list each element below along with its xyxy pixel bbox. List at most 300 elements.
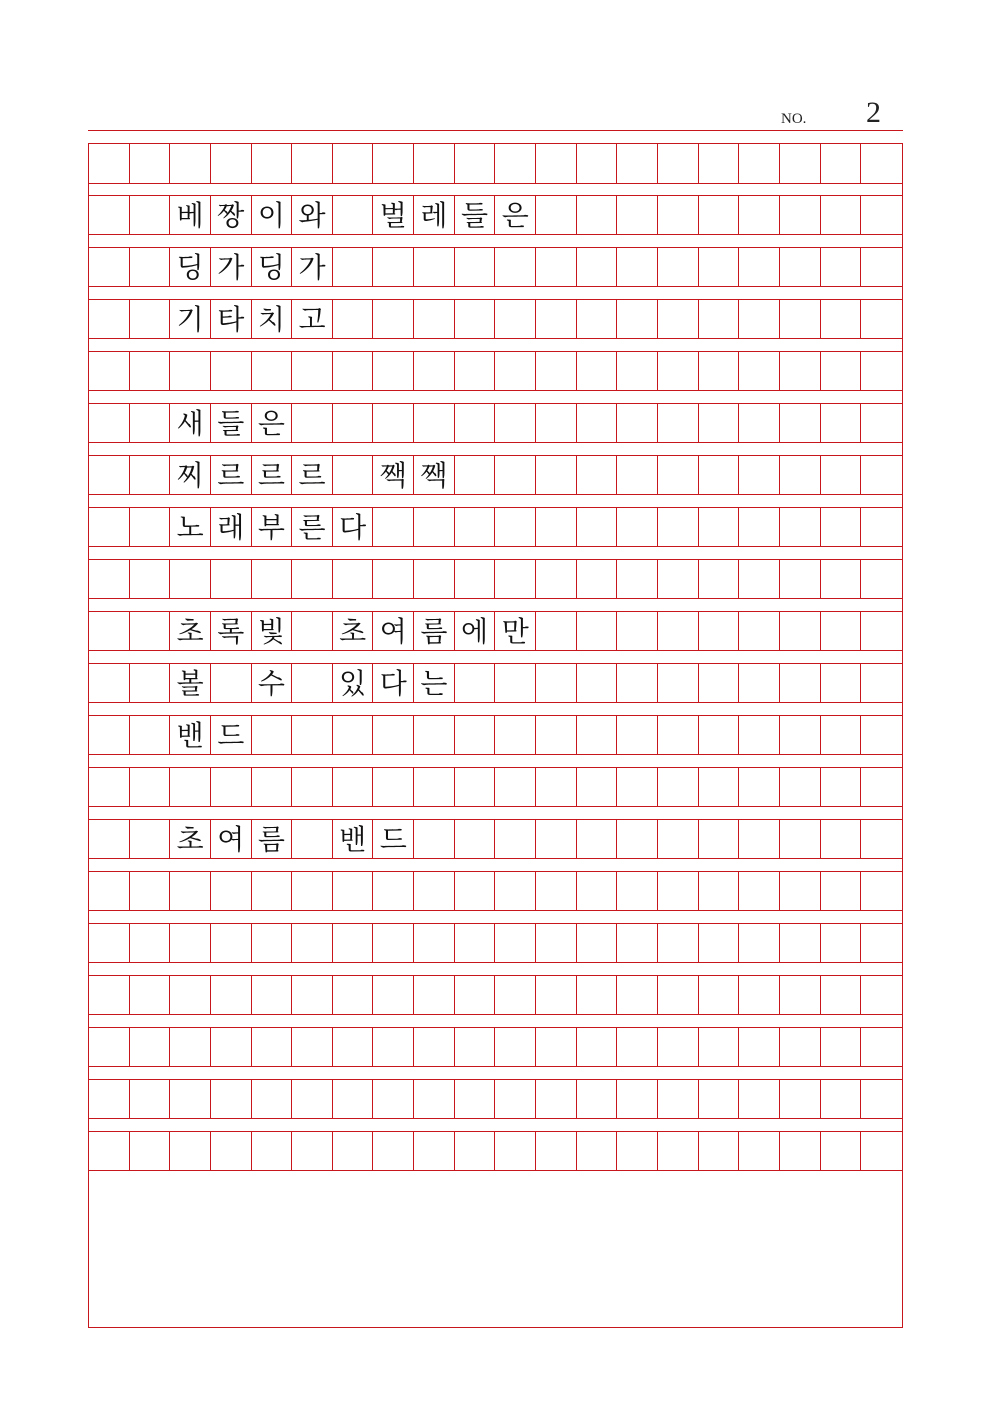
grid-cell: 다 bbox=[333, 508, 374, 546]
grid-cell bbox=[821, 508, 862, 546]
grid-row bbox=[89, 144, 902, 184]
grid-cell bbox=[333, 300, 374, 338]
grid-cell bbox=[658, 872, 699, 910]
grid-cell bbox=[780, 1080, 821, 1118]
grid-cell bbox=[658, 404, 699, 442]
grid-cell bbox=[252, 768, 293, 806]
grid-cell bbox=[373, 924, 414, 962]
grid-cell bbox=[699, 456, 740, 494]
grid-cell bbox=[211, 560, 252, 598]
grid-cell bbox=[414, 560, 455, 598]
grid-row bbox=[89, 767, 902, 807]
grid-cell bbox=[536, 1132, 577, 1170]
grid-cell bbox=[373, 768, 414, 806]
grid-cell bbox=[577, 352, 618, 390]
grid-cell bbox=[252, 924, 293, 962]
grid-cell bbox=[699, 872, 740, 910]
grid-cell bbox=[373, 404, 414, 442]
grid-row bbox=[89, 195, 902, 235]
grid-cell bbox=[780, 612, 821, 650]
grid-cell bbox=[292, 976, 333, 1014]
grid-cell bbox=[536, 144, 577, 183]
grid-cell bbox=[699, 976, 740, 1014]
grid-cell bbox=[821, 248, 862, 286]
grid-row bbox=[89, 247, 902, 287]
grid-cell bbox=[658, 300, 699, 338]
grid-cell: 에 bbox=[455, 612, 496, 650]
grid-cell bbox=[699, 664, 740, 702]
grid-cell bbox=[292, 768, 333, 806]
grid-cell bbox=[821, 456, 862, 494]
grid-cell bbox=[861, 1132, 902, 1170]
grid-cell: 들 bbox=[211, 404, 252, 442]
grid-cell bbox=[89, 196, 130, 234]
grid-cell bbox=[861, 196, 902, 234]
grid-cell bbox=[170, 924, 211, 962]
grid-cell bbox=[658, 1080, 699, 1118]
grid-cell bbox=[658, 560, 699, 598]
grid-cell bbox=[699, 768, 740, 806]
grid-cell bbox=[495, 820, 536, 858]
grid-cell bbox=[130, 1132, 171, 1170]
grid-cell bbox=[414, 976, 455, 1014]
grid-cell bbox=[292, 560, 333, 598]
grid-cell bbox=[333, 560, 374, 598]
grid-cell bbox=[739, 300, 780, 338]
grid-cell bbox=[739, 872, 780, 910]
grid-cell bbox=[130, 508, 171, 546]
grid-cell bbox=[414, 404, 455, 442]
grid-cell: 있 bbox=[333, 664, 374, 702]
grid-cell bbox=[89, 820, 130, 858]
grid-cell bbox=[861, 872, 902, 910]
grid-cell bbox=[780, 560, 821, 598]
grid-cell bbox=[292, 820, 333, 858]
grid-cell bbox=[333, 924, 374, 962]
grid-cell bbox=[658, 352, 699, 390]
grid-cell bbox=[130, 820, 171, 858]
grid-cell bbox=[536, 300, 577, 338]
grid-cell bbox=[861, 820, 902, 858]
grid-cell bbox=[170, 560, 211, 598]
grid-cell bbox=[130, 352, 171, 390]
grid-cell bbox=[455, 456, 496, 494]
grid-cell bbox=[821, 352, 862, 390]
grid-cell bbox=[577, 1132, 618, 1170]
grid-cell bbox=[617, 144, 658, 183]
grid-cell bbox=[780, 456, 821, 494]
grid-cell bbox=[373, 144, 414, 183]
grid-cell bbox=[699, 248, 740, 286]
grid-cell bbox=[333, 1080, 374, 1118]
grid-cell bbox=[495, 872, 536, 910]
grid-cell bbox=[617, 768, 658, 806]
grid-cell bbox=[658, 820, 699, 858]
grid-cell bbox=[617, 976, 658, 1014]
grid-cell bbox=[861, 716, 902, 754]
grid-cell bbox=[577, 820, 618, 858]
grid-cell bbox=[821, 612, 862, 650]
grid-cell bbox=[373, 508, 414, 546]
grid-cell: 고 bbox=[292, 300, 333, 338]
grid-row bbox=[89, 871, 902, 911]
grid-cell bbox=[821, 1080, 862, 1118]
grid-cell: 름 bbox=[414, 612, 455, 650]
grid-cell: 초 bbox=[333, 612, 374, 650]
grid-row bbox=[89, 1131, 902, 1171]
grid-cell bbox=[617, 248, 658, 286]
grid-cell bbox=[292, 612, 333, 650]
grid-cell bbox=[577, 924, 618, 962]
grid-cell bbox=[739, 196, 780, 234]
grid-cell bbox=[414, 820, 455, 858]
grid-cell: 밴 bbox=[170, 716, 211, 754]
grid-cell bbox=[536, 456, 577, 494]
grid-cell bbox=[699, 508, 740, 546]
grid-cell bbox=[292, 352, 333, 390]
grid-cell bbox=[821, 300, 862, 338]
grid-cell bbox=[617, 1028, 658, 1066]
grid-cell bbox=[495, 456, 536, 494]
grid-cell bbox=[211, 144, 252, 183]
grid-cell bbox=[861, 612, 902, 650]
grid-cell bbox=[699, 404, 740, 442]
grid-cell bbox=[414, 872, 455, 910]
grid-cell bbox=[780, 872, 821, 910]
grid-cell bbox=[821, 1028, 862, 1066]
grid-cell bbox=[699, 1028, 740, 1066]
grid-cell: 르 bbox=[292, 456, 333, 494]
grid-cell bbox=[577, 1080, 618, 1118]
grid-cell bbox=[617, 664, 658, 702]
grid-cell bbox=[495, 976, 536, 1014]
grid-cell bbox=[495, 508, 536, 546]
grid-cell bbox=[170, 1028, 211, 1066]
grid-cell bbox=[699, 300, 740, 338]
grid-cell bbox=[89, 300, 130, 338]
grid-cell: 기 bbox=[170, 300, 211, 338]
grid-cell bbox=[292, 872, 333, 910]
grid-cell bbox=[739, 144, 780, 183]
grid-cell bbox=[658, 612, 699, 650]
grid-cell bbox=[821, 1132, 862, 1170]
grid-cell bbox=[292, 1028, 333, 1066]
grid-cell bbox=[536, 404, 577, 442]
grid-cell bbox=[373, 976, 414, 1014]
grid-cell bbox=[89, 664, 130, 702]
grid-cell bbox=[211, 924, 252, 962]
grid-cell bbox=[861, 508, 902, 546]
grid-cell bbox=[414, 1080, 455, 1118]
grid-cell bbox=[821, 924, 862, 962]
grid-cell: 새 bbox=[170, 404, 211, 442]
header-divider bbox=[88, 130, 903, 131]
grid-cell bbox=[292, 144, 333, 183]
grid-cell bbox=[495, 924, 536, 962]
grid-cell bbox=[780, 404, 821, 442]
grid-row bbox=[89, 299, 902, 339]
grid-cell: 은 bbox=[495, 196, 536, 234]
grid-cell bbox=[170, 352, 211, 390]
grid-cell bbox=[455, 508, 496, 546]
grid-cell bbox=[739, 248, 780, 286]
grid-cell bbox=[89, 404, 130, 442]
grid-cell bbox=[414, 144, 455, 183]
grid-cell bbox=[739, 976, 780, 1014]
grid-cell bbox=[739, 508, 780, 546]
grid-cell bbox=[455, 664, 496, 702]
grid-cell bbox=[861, 1080, 902, 1118]
grid-cell bbox=[211, 1132, 252, 1170]
grid-cell bbox=[130, 1028, 171, 1066]
grid-cell bbox=[130, 560, 171, 598]
grid-cell bbox=[495, 560, 536, 598]
grid-row bbox=[89, 1079, 902, 1119]
grid-cell: 딩 bbox=[252, 248, 293, 286]
grid-cell bbox=[373, 872, 414, 910]
grid-cell bbox=[739, 820, 780, 858]
grid-cell bbox=[252, 352, 293, 390]
grid-cell bbox=[739, 612, 780, 650]
grid-cell bbox=[252, 144, 293, 183]
grid-row bbox=[89, 611, 902, 651]
grid-cell bbox=[577, 872, 618, 910]
grid-cell bbox=[495, 404, 536, 442]
grid-cell bbox=[577, 404, 618, 442]
grid-cell bbox=[130, 300, 171, 338]
grid-cell bbox=[130, 1080, 171, 1118]
grid-cell bbox=[373, 560, 414, 598]
grid-cell bbox=[455, 352, 496, 390]
grid-cell bbox=[617, 820, 658, 858]
grid-cell bbox=[780, 508, 821, 546]
grid-cell bbox=[536, 352, 577, 390]
grid-cell bbox=[130, 196, 171, 234]
grid-cell: 밴 bbox=[333, 820, 374, 858]
grid-cell bbox=[861, 924, 902, 962]
grid-cell bbox=[536, 1028, 577, 1066]
grid-cell bbox=[292, 664, 333, 702]
grid-cell: 짹 bbox=[373, 456, 414, 494]
grid-cell bbox=[89, 976, 130, 1014]
grid-cell bbox=[739, 768, 780, 806]
grid-cell: 가 bbox=[211, 248, 252, 286]
grid-cell bbox=[252, 976, 293, 1014]
grid-cell bbox=[130, 716, 171, 754]
grid-cell bbox=[373, 1132, 414, 1170]
grid-cell bbox=[861, 976, 902, 1014]
grid-cell bbox=[414, 1028, 455, 1066]
grid-cell bbox=[373, 1080, 414, 1118]
grid-cell bbox=[414, 924, 455, 962]
grid-cell bbox=[292, 404, 333, 442]
grid-cell: 부 bbox=[252, 508, 293, 546]
grid-cell bbox=[495, 664, 536, 702]
grid-cell bbox=[130, 664, 171, 702]
grid-cell: 래 bbox=[211, 508, 252, 546]
grid-cell bbox=[821, 196, 862, 234]
grid-cell bbox=[821, 716, 862, 754]
grid-cell bbox=[495, 1132, 536, 1170]
grid-cell bbox=[455, 560, 496, 598]
grid-cell bbox=[617, 560, 658, 598]
grid-cell bbox=[861, 300, 902, 338]
grid-cell: 은 bbox=[252, 404, 293, 442]
grid-cell bbox=[130, 404, 171, 442]
grid-cell bbox=[455, 404, 496, 442]
grid-cell: 찌 bbox=[170, 456, 211, 494]
grid-cell bbox=[780, 716, 821, 754]
grid-cell bbox=[130, 456, 171, 494]
grid-cell bbox=[536, 612, 577, 650]
grid-cell bbox=[333, 196, 374, 234]
grid-cell bbox=[577, 456, 618, 494]
grid-cell bbox=[658, 924, 699, 962]
grid-cell: 는 bbox=[414, 664, 455, 702]
grid-cell: 빛 bbox=[252, 612, 293, 650]
grid-cell bbox=[739, 716, 780, 754]
grid-cell bbox=[170, 872, 211, 910]
grid-cell bbox=[577, 248, 618, 286]
grid-cell bbox=[333, 976, 374, 1014]
grid-cell: 르 bbox=[211, 456, 252, 494]
grid-cell bbox=[617, 716, 658, 754]
grid-row bbox=[89, 455, 902, 495]
grid-row bbox=[89, 1027, 902, 1067]
grid-cell bbox=[211, 664, 252, 702]
grid-row bbox=[89, 507, 902, 547]
grid-cell bbox=[536, 248, 577, 286]
grid-cell bbox=[211, 768, 252, 806]
grid-cell bbox=[699, 560, 740, 598]
grid-cell: 짹 bbox=[414, 456, 455, 494]
grid-cell bbox=[861, 248, 902, 286]
grid-cell bbox=[577, 300, 618, 338]
grid-cell: 레 bbox=[414, 196, 455, 234]
grid-cell bbox=[821, 872, 862, 910]
grid-cell bbox=[89, 768, 130, 806]
grid-cell bbox=[455, 1028, 496, 1066]
grid-cell bbox=[252, 872, 293, 910]
grid-cell: 초 bbox=[170, 820, 211, 858]
grid-cell: 짱 bbox=[211, 196, 252, 234]
grid-cell bbox=[658, 1132, 699, 1170]
grid-cell bbox=[739, 1080, 780, 1118]
page-number: 2 bbox=[866, 96, 881, 129]
grid-cell bbox=[658, 144, 699, 183]
grid-cell bbox=[739, 404, 780, 442]
grid-cell: 타 bbox=[211, 300, 252, 338]
grid-cell bbox=[252, 1132, 293, 1170]
grid-cell bbox=[861, 768, 902, 806]
grid-cell bbox=[821, 768, 862, 806]
grid-cell bbox=[130, 976, 171, 1014]
grid-cell bbox=[536, 924, 577, 962]
grid-cell: 른 bbox=[292, 508, 333, 546]
grid-cell bbox=[333, 1028, 374, 1066]
grid-cell bbox=[536, 820, 577, 858]
grid-cell bbox=[577, 508, 618, 546]
grid-cell bbox=[495, 352, 536, 390]
grid-cell bbox=[414, 768, 455, 806]
grid-cell bbox=[455, 924, 496, 962]
grid-cell: 노 bbox=[170, 508, 211, 546]
grid-cell bbox=[373, 1028, 414, 1066]
grid-cell bbox=[617, 404, 658, 442]
grid-cell bbox=[414, 352, 455, 390]
grid-cell bbox=[536, 976, 577, 1014]
grid-cell bbox=[577, 560, 618, 598]
grid-cell bbox=[455, 872, 496, 910]
grid-cell bbox=[699, 820, 740, 858]
grid-cell bbox=[333, 1132, 374, 1170]
grid-cell bbox=[170, 144, 211, 183]
grid-cell bbox=[821, 664, 862, 702]
grid-cell bbox=[658, 664, 699, 702]
grid-cell bbox=[130, 612, 171, 650]
grid-cell bbox=[699, 144, 740, 183]
grid-cell bbox=[780, 248, 821, 286]
grid-cell: 베 bbox=[170, 196, 211, 234]
grid-cell bbox=[333, 456, 374, 494]
grid-cell bbox=[333, 144, 374, 183]
grid-cell: 록 bbox=[211, 612, 252, 650]
grid-cell bbox=[617, 300, 658, 338]
grid-row bbox=[89, 715, 902, 755]
grid-cell bbox=[455, 768, 496, 806]
grid-row bbox=[89, 559, 902, 599]
grid-cell bbox=[495, 300, 536, 338]
grid-cell bbox=[211, 872, 252, 910]
grid-cell bbox=[89, 560, 130, 598]
grid-cell bbox=[170, 768, 211, 806]
grid-cell bbox=[455, 716, 496, 754]
grid-cell bbox=[739, 924, 780, 962]
grid-cell bbox=[414, 1132, 455, 1170]
grid-cell bbox=[739, 1028, 780, 1066]
grid-row bbox=[89, 351, 902, 391]
grid-cell bbox=[658, 1028, 699, 1066]
grid-cell bbox=[89, 612, 130, 650]
grid-cell bbox=[211, 976, 252, 1014]
grid-cell bbox=[780, 300, 821, 338]
grid-cell bbox=[89, 872, 130, 910]
grid-cell bbox=[89, 144, 130, 183]
grid-cell bbox=[495, 144, 536, 183]
grid-cell bbox=[130, 248, 171, 286]
grid-cell bbox=[495, 1080, 536, 1118]
grid-cell bbox=[455, 1132, 496, 1170]
grid-cell bbox=[536, 508, 577, 546]
grid-cell bbox=[699, 1080, 740, 1118]
grid-cell bbox=[536, 872, 577, 910]
grid-cell bbox=[739, 456, 780, 494]
grid-cell: 와 bbox=[292, 196, 333, 234]
grid-cell bbox=[89, 456, 130, 494]
grid-cell bbox=[780, 820, 821, 858]
grid-cell bbox=[739, 352, 780, 390]
grid-cell bbox=[536, 196, 577, 234]
grid-cell bbox=[170, 1132, 211, 1170]
grid-cell bbox=[495, 768, 536, 806]
grid-cell bbox=[292, 924, 333, 962]
grid-cell bbox=[739, 560, 780, 598]
page-number-label: NO. bbox=[781, 111, 807, 127]
grid-cell bbox=[536, 716, 577, 754]
grid-cell: 수 bbox=[252, 664, 293, 702]
grid-cell bbox=[89, 1132, 130, 1170]
grid-cell bbox=[455, 300, 496, 338]
